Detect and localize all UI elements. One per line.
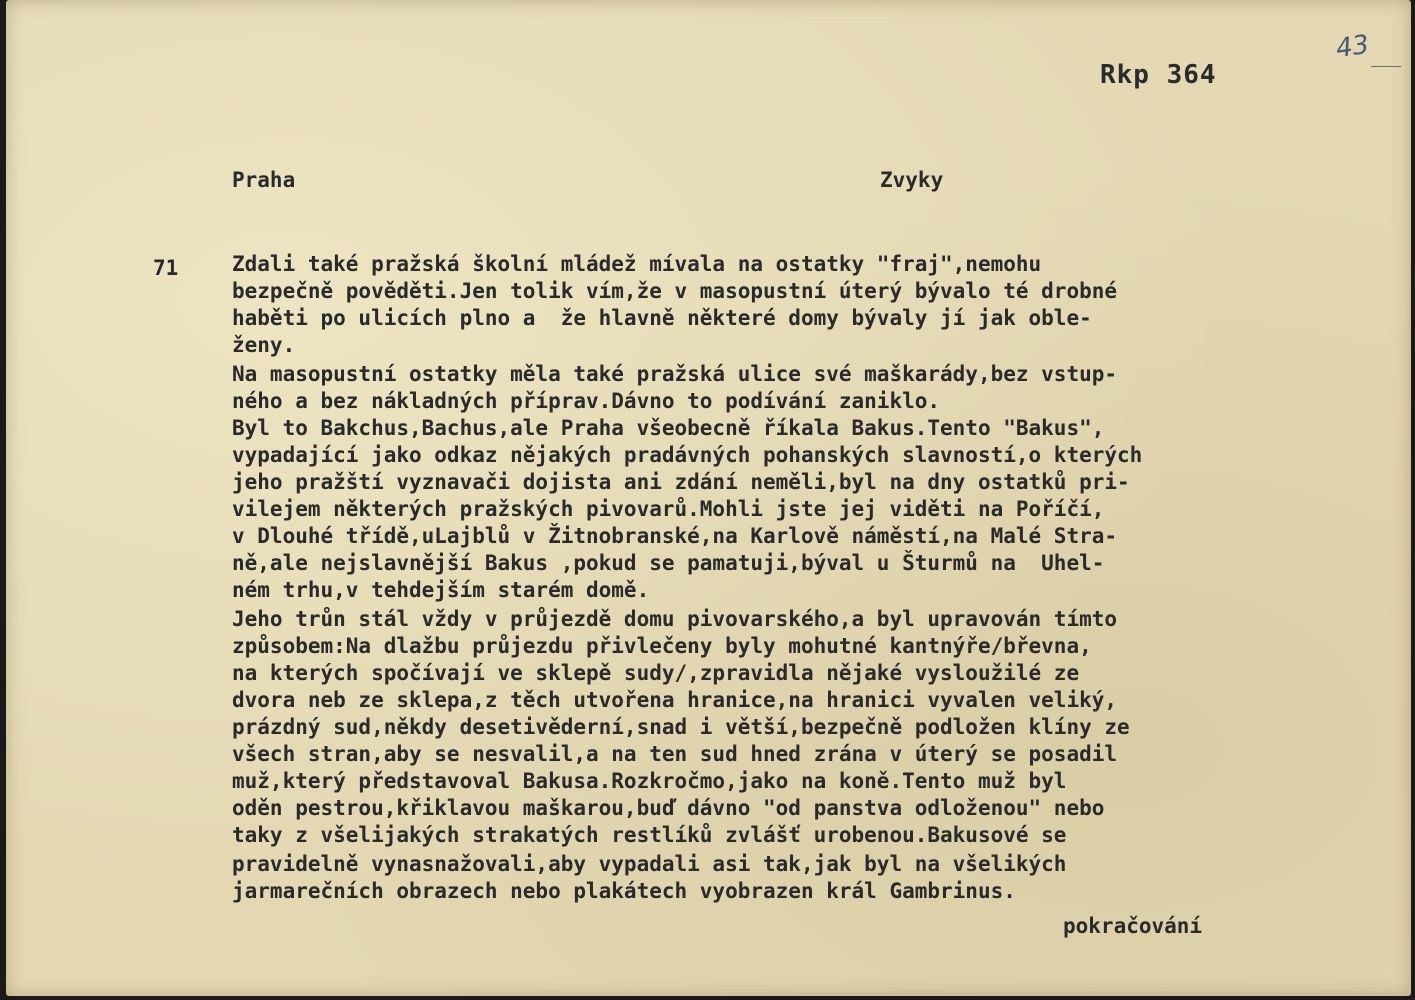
text-line: pravidelně vynasnažovali,aby vypadali asi tak,jak byl na všelikých: [232, 852, 1067, 876]
text-line: Zdali také pražská školní mládež mívala na ostatky "fraj",nemohu: [232, 252, 1042, 276]
index-card: [6, 0, 1411, 996]
text-line: oděn pestrou,křiklavou maškarou,buď dávno "od panstva odloženou" nebo: [232, 796, 1105, 820]
text-line: Byl to Bakchus,Bachus,ale Praha všeobecně říkala Bakus.Tento "Bakus",: [232, 416, 1105, 440]
text-line: ženy.: [232, 333, 296, 357]
text-line: na kterých spočívají ve sklepě sudy/,zpravidla nějaké vysloužilé ze: [232, 661, 1080, 685]
text-line: vilejem některých pražských pivovarů.Mohli jste jej viděti na Poříčí,: [232, 497, 1105, 521]
text-line: taky z všelijakých strakatých restlíků zvlášť urobenou.Bakusové se: [232, 823, 1067, 847]
text-line: Jeho trůn stál vždy v průjezdě domu pivovarského,a byl upravován tímto: [232, 607, 1118, 631]
text-line: jeho pražští vyznavači dojista ani zdání neměli,byl na dny ostatků pri-: [232, 470, 1130, 494]
text-line: haběti po ulicích plno a že hlavně některé domy bývaly jí jak oble-: [232, 306, 1092, 330]
manuscript-reference: Rkp 364: [1100, 60, 1217, 90]
typed-text-body: [232, 252, 1402, 952]
text-line: způsobem:Na dlažbu průjezdu přivlečeny byly mohutné kantnýře/břevna,: [232, 634, 1092, 658]
entry-number: 71: [153, 256, 179, 280]
handwritten-folio-number: 43: [1334, 29, 1372, 65]
text-line: ně,ale nejslavnější Bakus ,pokud se pamatuji,býval u Šturmů na Uhel-: [232, 551, 1105, 575]
text-line: Na masopustní ostatky měla také pražská ulice své maškarády,bez vstup-: [232, 362, 1118, 386]
text-line: všech stran,aby se nesvalil,a na ten sud hned zrána v úterý se posadil: [232, 742, 1118, 766]
text-line: ného a bez nákladných příprav.Dávno to podívání zaniklo.: [232, 389, 941, 413]
place-heading: Praha: [232, 168, 296, 192]
topic-heading: Zvyky: [880, 168, 944, 192]
text-line: bezpečně pověděti.Jen tolik vím,že v masopustní úterý bývalo té drobné: [232, 279, 1118, 303]
text-line: ném trhu,v tehdejším starém domě.: [232, 578, 650, 602]
continuation-note: pokračování: [1063, 914, 1203, 938]
folio-underline: [1371, 66, 1401, 67]
text-line: vypadající jako odkaz nějakých pradávných pohanských slavností,o kterých: [232, 443, 1143, 467]
text-line: muž,který představoval Bakusa.Rozkročmo,jako na koně.Tento muž byl: [232, 769, 1067, 793]
text-line: prázdný sud,někdy desetivěderní,snad i větší,bezpečně podložen klíny ze: [232, 715, 1130, 739]
text-line: jarmarečních obrazech nebo plakátech vyobrazen král Gambrinus.: [232, 879, 1016, 903]
text-line: v Dlouhé třídě,uLajblů v Žitnobranské,na Karlově náměstí,na Malé Stra-: [232, 524, 1118, 548]
text-line: dvora neb ze sklepa,z těch utvořena hranice,na hranici vyvalen veliký,: [232, 688, 1118, 712]
